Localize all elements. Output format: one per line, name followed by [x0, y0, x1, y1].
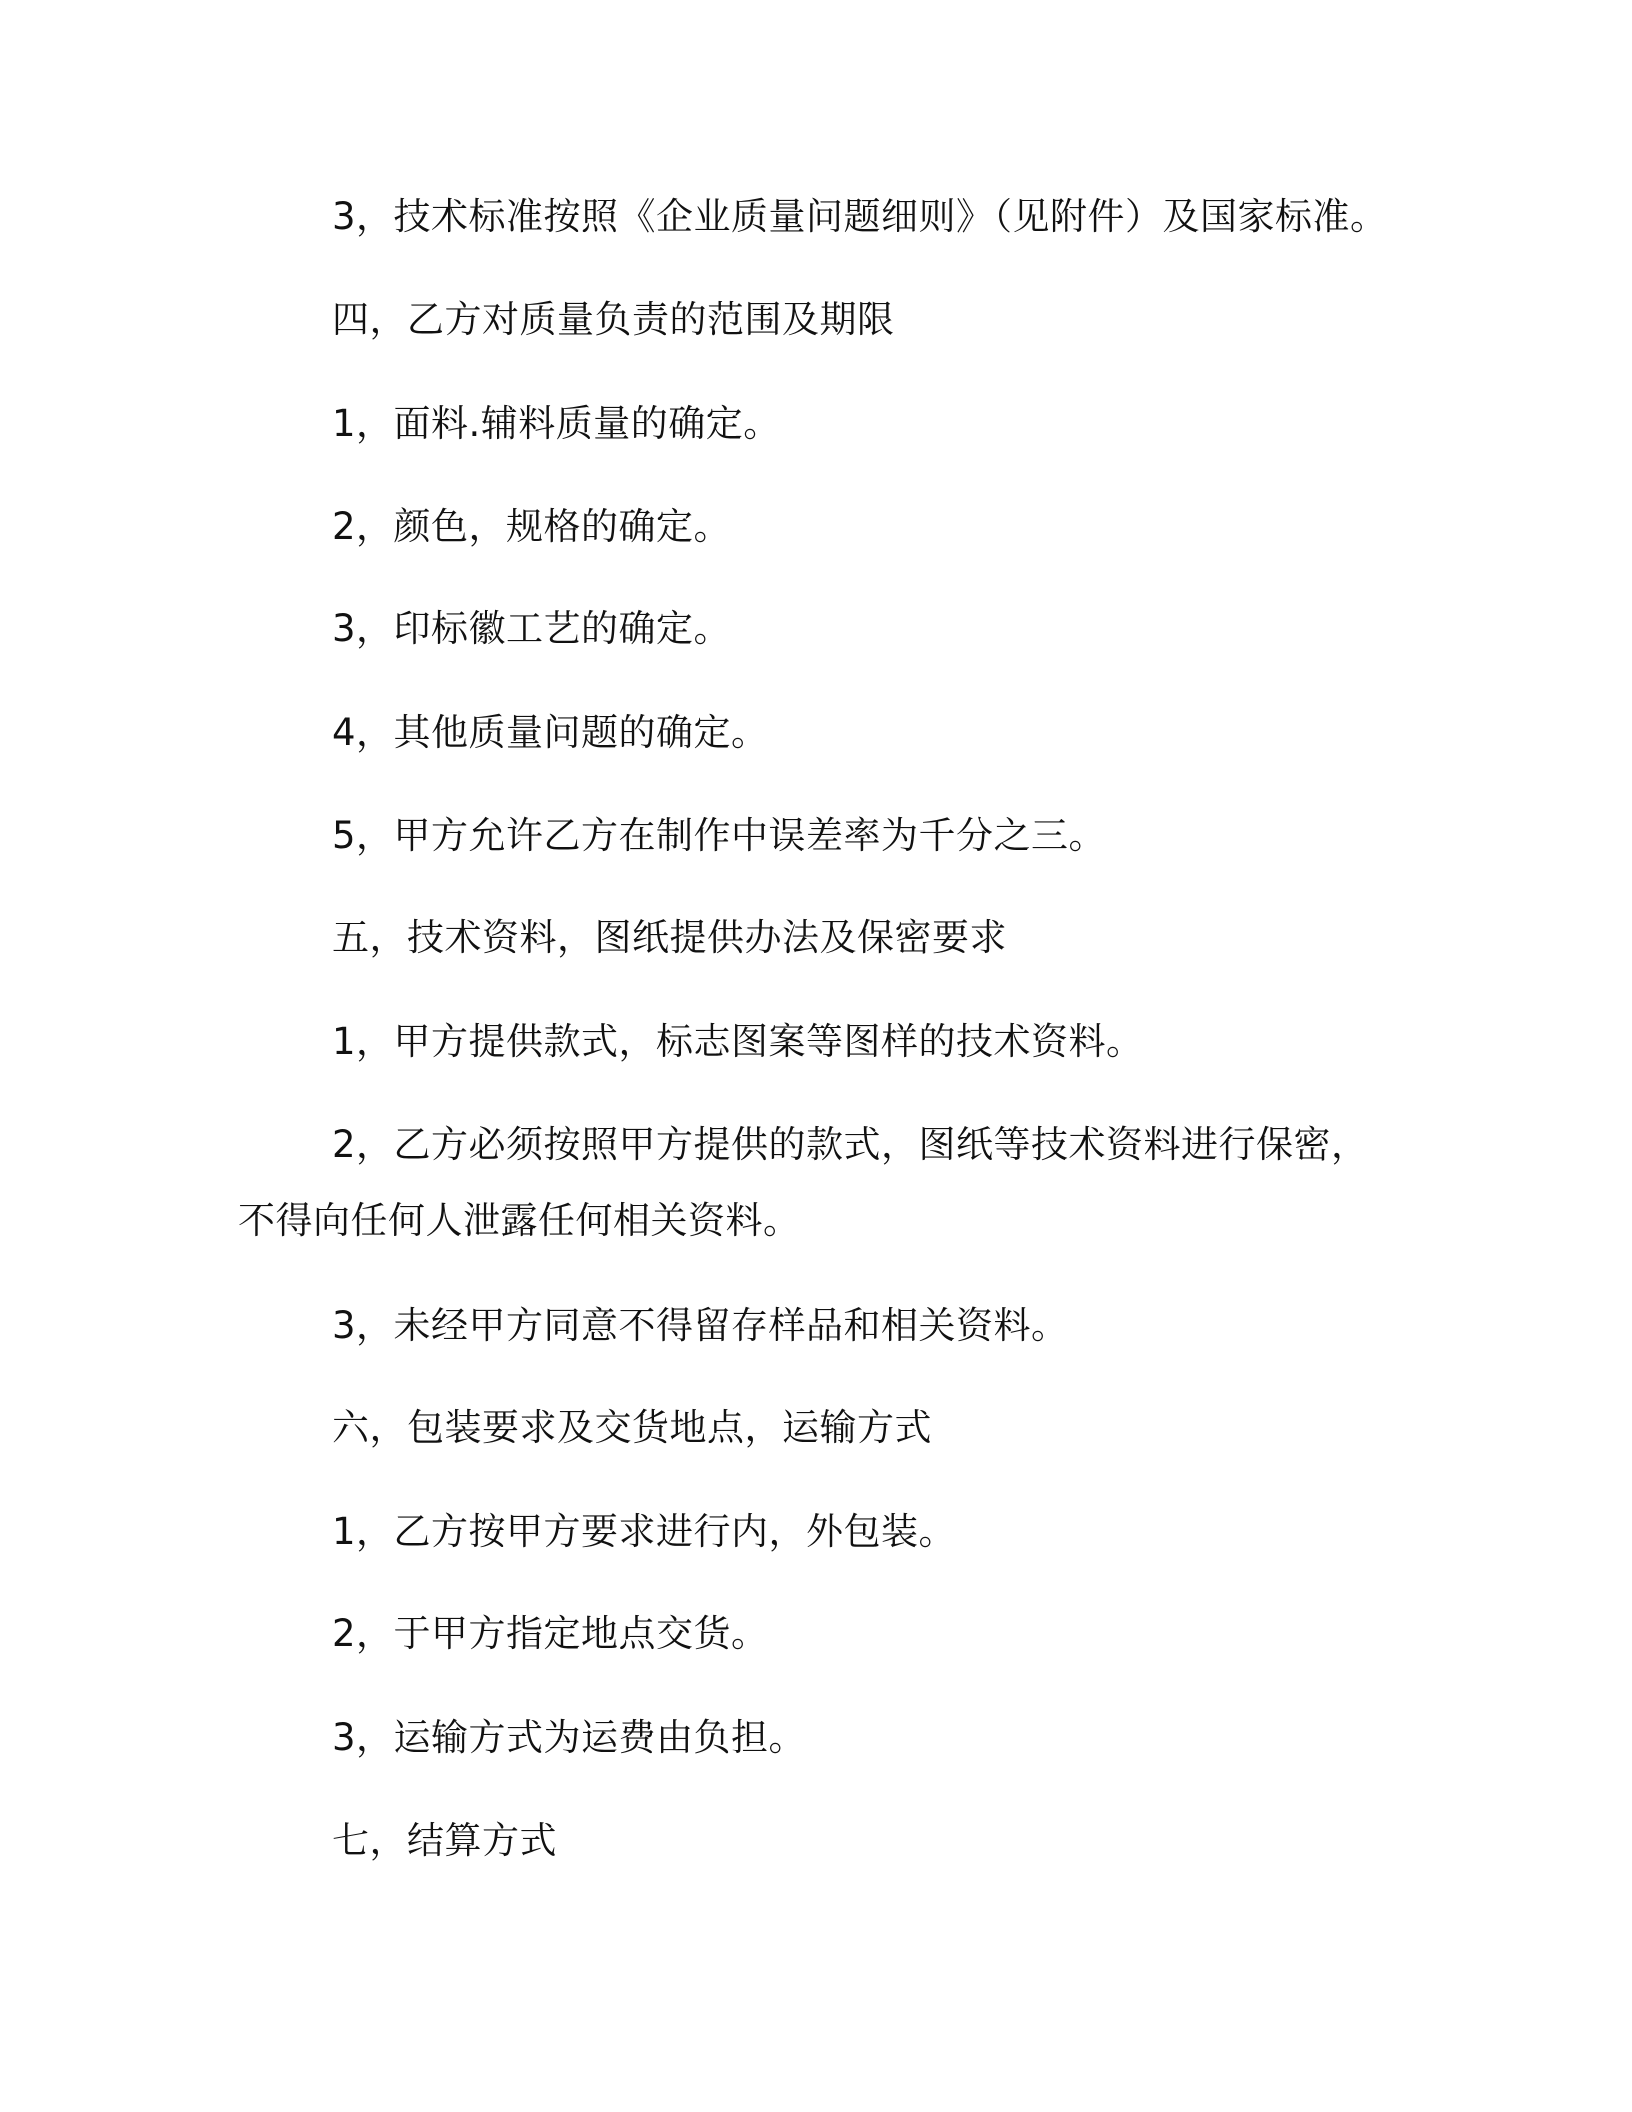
section-5-heading: 五，技术资料，图纸提供办法及保密要求: [332, 916, 1007, 959]
section-7-heading: 七，结算方式: [332, 1819, 557, 1862]
clause-5-2-continued: 不得向任何人泄露任何相关资料。: [238, 1199, 801, 1242]
clause-6-1: 1，乙方按甲方要求进行内，外包装。: [332, 1510, 957, 1553]
section-6-heading: 六，包装要求及交货地点，运输方式: [332, 1406, 932, 1449]
clause-5-1: 1，甲方提供款式，标志图案等图样的技术资料。: [332, 1020, 1144, 1063]
clause-5-2: 2，乙方必须按照甲方提供的款式，图纸等技术资料进行保密，: [332, 1123, 1369, 1166]
section-4-heading: 四，乙方对质量负责的范围及期限: [332, 298, 895, 341]
clause-3-technical-standard: 3，技术标准按照《企业质量问题细则》（见附件）及国家标准。: [332, 195, 1388, 238]
clause-4-3: 3，印标徽工艺的确定。: [332, 607, 732, 650]
clause-4-1: 1，面料.辅料质量的确定。: [332, 402, 781, 445]
clause-4-2: 2，颜色，规格的确定。: [332, 505, 732, 548]
clause-5-3: 3，未经甲方同意不得留存样品和相关资料。: [332, 1304, 1069, 1347]
clause-6-3: 3，运输方式为运费由负担。: [332, 1716, 807, 1759]
clause-4-5: 5，甲方允许乙方在制作中误差率为千分之三。: [332, 814, 1107, 857]
clause-4-4: 4，其他质量问题的确定。: [332, 711, 769, 754]
clause-6-2: 2，于甲方指定地点交货。: [332, 1612, 769, 1655]
